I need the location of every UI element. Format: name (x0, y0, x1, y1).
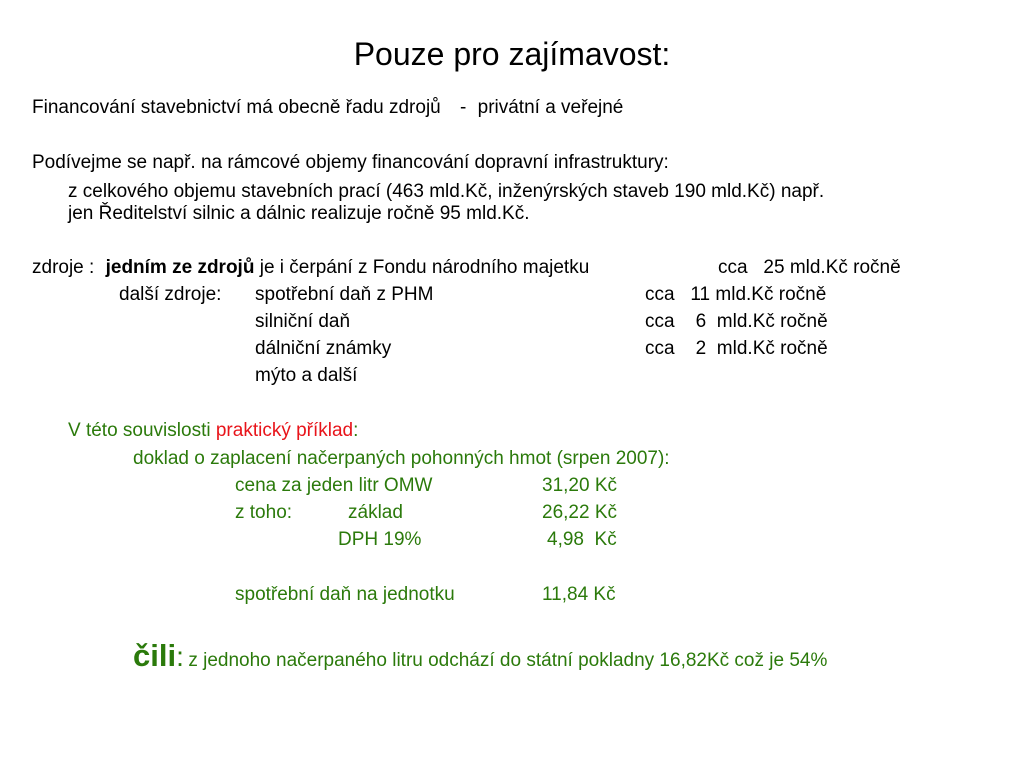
conclusion-text: z jednoho načerpaného litru odchází do státní pokladny 16,82Kč což je 54% (188, 650, 828, 671)
example-intro: V této souvislosti (68, 420, 211, 441)
sources-amount: cca 25 mld.Kč ročně (718, 257, 901, 278)
source-item-amount: cca 11 mld.Kč ročně (645, 284, 827, 305)
conclusion-word: čili (133, 638, 177, 673)
receipt-row-value: 26,22 Kč (542, 502, 617, 523)
receipt-row-sub: základ (348, 502, 403, 523)
example-colon: : (353, 420, 359, 441)
source-item-name: spotřební daň z PHM (255, 284, 434, 305)
volume-line-2: jen Ředitelství silnic a dálnic realizuje ročně 95 mld.Kč. (68, 203, 530, 224)
sources-rest: je i čerpání z Fondu národního majetku (259, 257, 590, 278)
volume-line-1: z celkového objemu stavebních prací (463 mld.Kč, inženýrských staveb 190 mld.Kč) např. (68, 181, 825, 202)
intro-dash: - (460, 97, 467, 118)
receipt-row-label: DPH 19% (338, 529, 422, 550)
example-highlight: praktický příklad (215, 420, 354, 441)
receipt-row-label: z toho: (235, 502, 293, 523)
intro-text: Financování stavebnictví má obecně řadu zdrojů (32, 97, 441, 118)
receipt-row-label: cena za jeden litr OMW (235, 475, 433, 496)
source-item-amount: cca 2 mld.Kč ročně (645, 338, 828, 359)
source-item-name: silniční daň (255, 311, 351, 332)
sources-prefix: zdroje : (32, 257, 95, 278)
intro-tail: privátní a veřejné (477, 97, 624, 118)
transport-line: Podívejme se např. na rámcové objemy financování dopravní infrastruktury: (32, 152, 669, 173)
example-intro-line (68, 420, 358, 442)
sources-line (32, 257, 589, 279)
source-item-amount: cca 6 mld.Kč ročně (645, 311, 828, 332)
receipt-row-label: spotřební daň na jednotku (235, 584, 455, 605)
receipt-row-value: 11,84 Kč (542, 584, 616, 605)
conclusion-colon: : (176, 641, 184, 672)
source-item-name: dálniční známky (255, 338, 392, 359)
conclusion-line (133, 638, 827, 674)
receipt-row-value: 31,20 Kč (542, 475, 617, 496)
sources-bold: jedním ze zdrojů (105, 257, 255, 278)
receipt-row-value: 4,98 Kč (547, 529, 617, 550)
page-title: Pouze pro zajímavost: (353, 36, 671, 72)
intro-line (32, 97, 623, 119)
other-sources-label: další zdroje: (119, 284, 222, 305)
receipt-line: doklad o zaplacení načerpaných pohonných hmot (srpen 2007): (133, 448, 670, 469)
source-item-name: mýto a další (255, 365, 358, 386)
